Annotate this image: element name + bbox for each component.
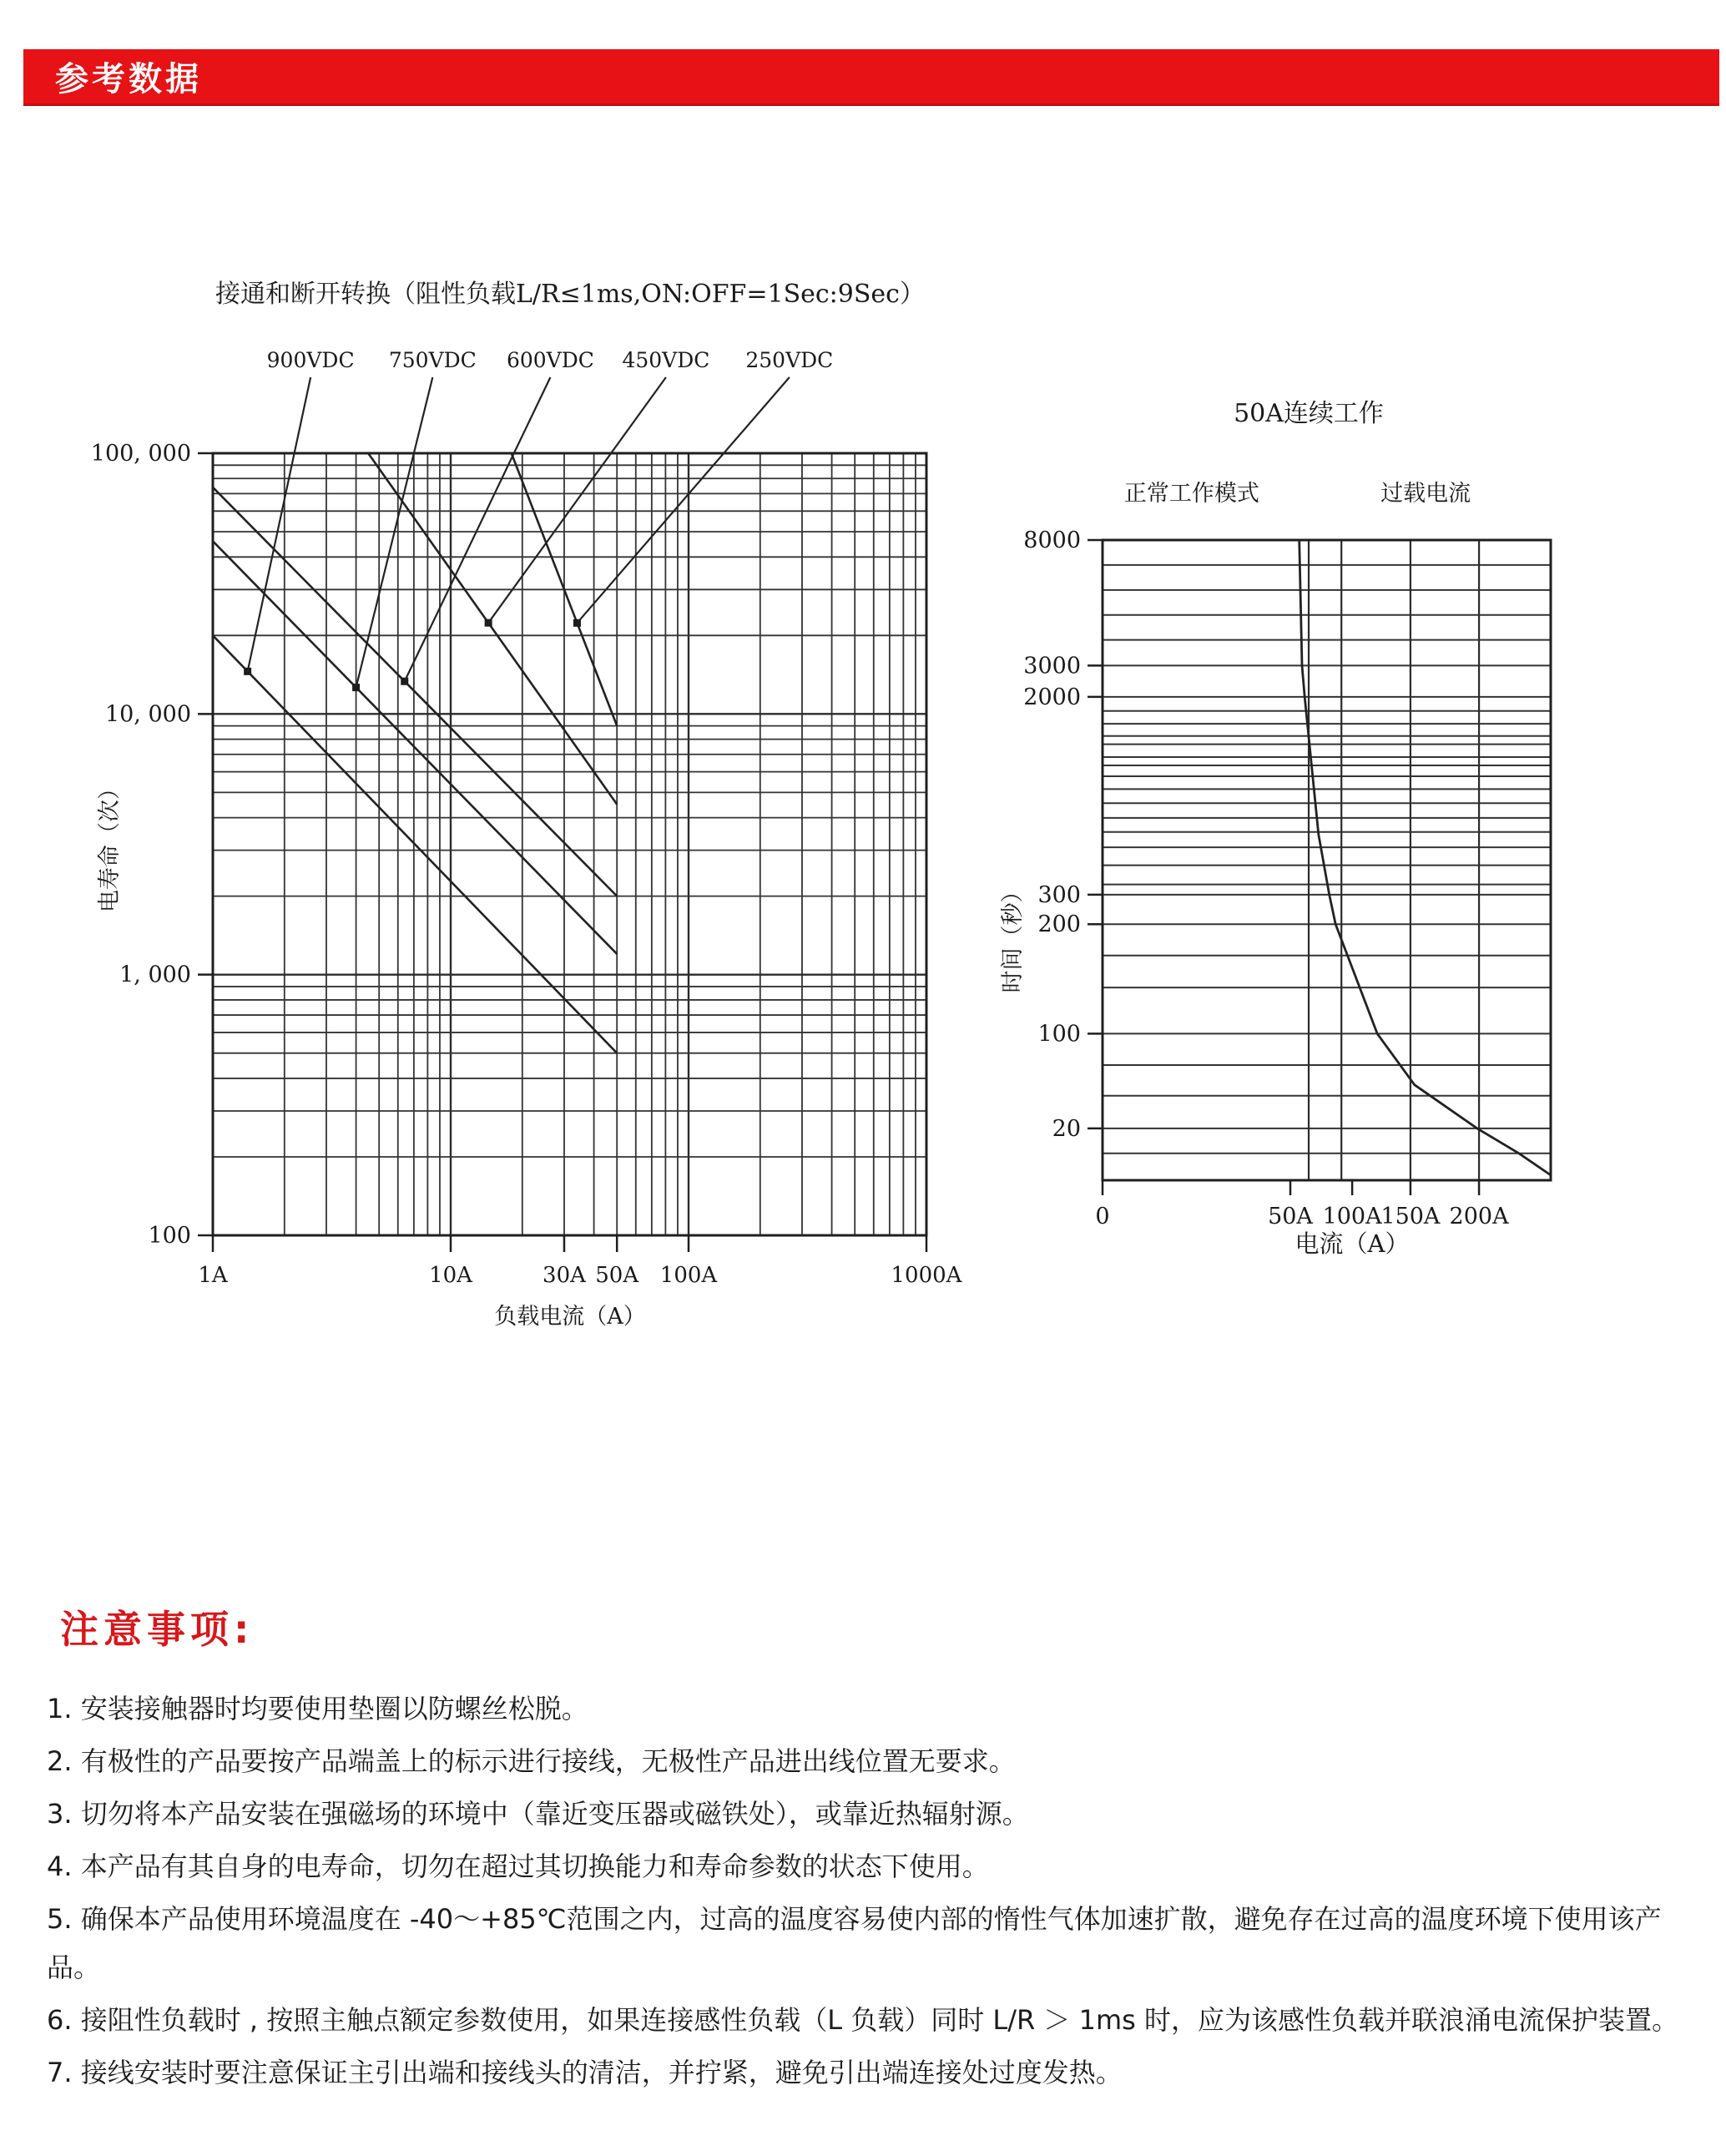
note-item-6: 6. 接阻性负载时 , 按照主触点额定参数使用，如果连接感性负载（L 负载）同时 L/R ＞ 1ms 时，应为该感性负载并联浪涌电流保护装置。	[47, 2004, 1678, 2036]
x-tick-label: 100A	[659, 1263, 718, 1288]
overload-curve	[1300, 540, 1551, 1175]
y-tick-label: 100, 000	[90, 441, 191, 467]
region-label-1: 正常工作模式	[1123, 481, 1259, 507]
y-tick-label: 20	[1052, 1115, 1081, 1142]
note-item-3: 3. 切勿将本产品安装在强磁场的环境中（靠近变压器或磁铁处），或靠近热辐射源。	[47, 1798, 1029, 1830]
left-chart-title: 接通和断开转换（阻性负载L/R≤1ms,ON:OFF=1Sec:9Sec）	[215, 280, 925, 309]
note-item-7: 7. 接线安装时要注意保证主引出端和接线头的清洁，并拧紧，避免引出端连接处过度发热。	[47, 2057, 1123, 2088]
x-tick-label: 100A	[1322, 1204, 1382, 1229]
y-tick-label: 100	[148, 1223, 191, 1249]
series-label-450VDC: 450VDC	[622, 348, 710, 372]
x-tick-label: 200A	[1449, 1204, 1509, 1229]
region-label-2: 过载电流	[1380, 481, 1471, 507]
notes-heading: 注意事项:	[60, 1607, 255, 1652]
note-item-2: 2. 有极性的产品要按产品端盖上的标示进行接线，无极性产品进出线位置无要求。	[47, 1745, 1016, 1777]
series-250VDC	[512, 348, 834, 726]
y-tick-label: 10, 000	[104, 701, 191, 728]
series-label-600VDC: 600VDC	[506, 348, 594, 372]
x-tick-label: 30A	[543, 1263, 586, 1288]
x-tick-label: 1000A	[891, 1263, 962, 1288]
y-tick-label: 1, 000	[119, 962, 191, 988]
notes-section	[47, 1599, 1681, 2101]
right-chart-ylabel: 时间（秒）	[1000, 880, 1026, 993]
series-600VDC	[213, 348, 617, 896]
y-tick-label: 3000	[1023, 653, 1081, 679]
note-item-1: 1. 安装接触器时均要使用垫圈以防螺丝松脱。	[47, 1693, 588, 1724]
series-label-750VDC: 750VDC	[388, 348, 477, 372]
note-item-5: 5. 确保本产品使用环境温度在 -40～+85℃范围之内，过高的温度容易使内部的惰性气体加速扩散，避免存在过高的温度环境下使用该产品。	[47, 1903, 1662, 1983]
left-chart-xlabel: 负载电流（A）	[494, 1304, 646, 1330]
series-450VDC	[368, 348, 709, 805]
x-tick-label: 10A	[429, 1263, 472, 1288]
series-label-250VDC: 250VDC	[745, 348, 834, 372]
overload-chart	[1000, 399, 1551, 1258]
series-750VDC	[213, 348, 617, 954]
overload-chart-axes	[1023, 528, 1509, 1229]
y-tick-label: 8000	[1023, 528, 1081, 553]
series-label-900VDC: 900VDC	[266, 348, 355, 372]
x-tick-label: 150A	[1380, 1204, 1441, 1229]
right-chart-xlabel: 电流（A）	[1294, 1229, 1410, 1258]
right-chart-title: 50A连续工作	[1234, 399, 1384, 428]
y-tick-label: 300	[1037, 881, 1081, 908]
life-chart	[91, 280, 963, 1330]
y-tick-label: 200	[1037, 911, 1081, 938]
x-tick-label: 50A	[595, 1263, 639, 1288]
x-tick-label: 1A	[198, 1263, 228, 1288]
x-tick-label: 50A	[1268, 1204, 1313, 1229]
life-chart-grid	[213, 453, 926, 1235]
y-tick-label: 2000	[1023, 684, 1081, 710]
y-tick-label: 100	[1037, 1021, 1081, 1048]
note-item-4: 4. 本产品有其自身的电寿命，切勿在超过其切换能力和寿命参数的状态下使用。	[47, 1851, 989, 1882]
x-tick-label: 0	[1095, 1204, 1110, 1229]
page-title: 参考数据	[55, 60, 202, 98]
overload-chart-grid	[1103, 540, 1551, 1180]
left-chart-ylabel: 电寿命（次）	[97, 777, 123, 912]
